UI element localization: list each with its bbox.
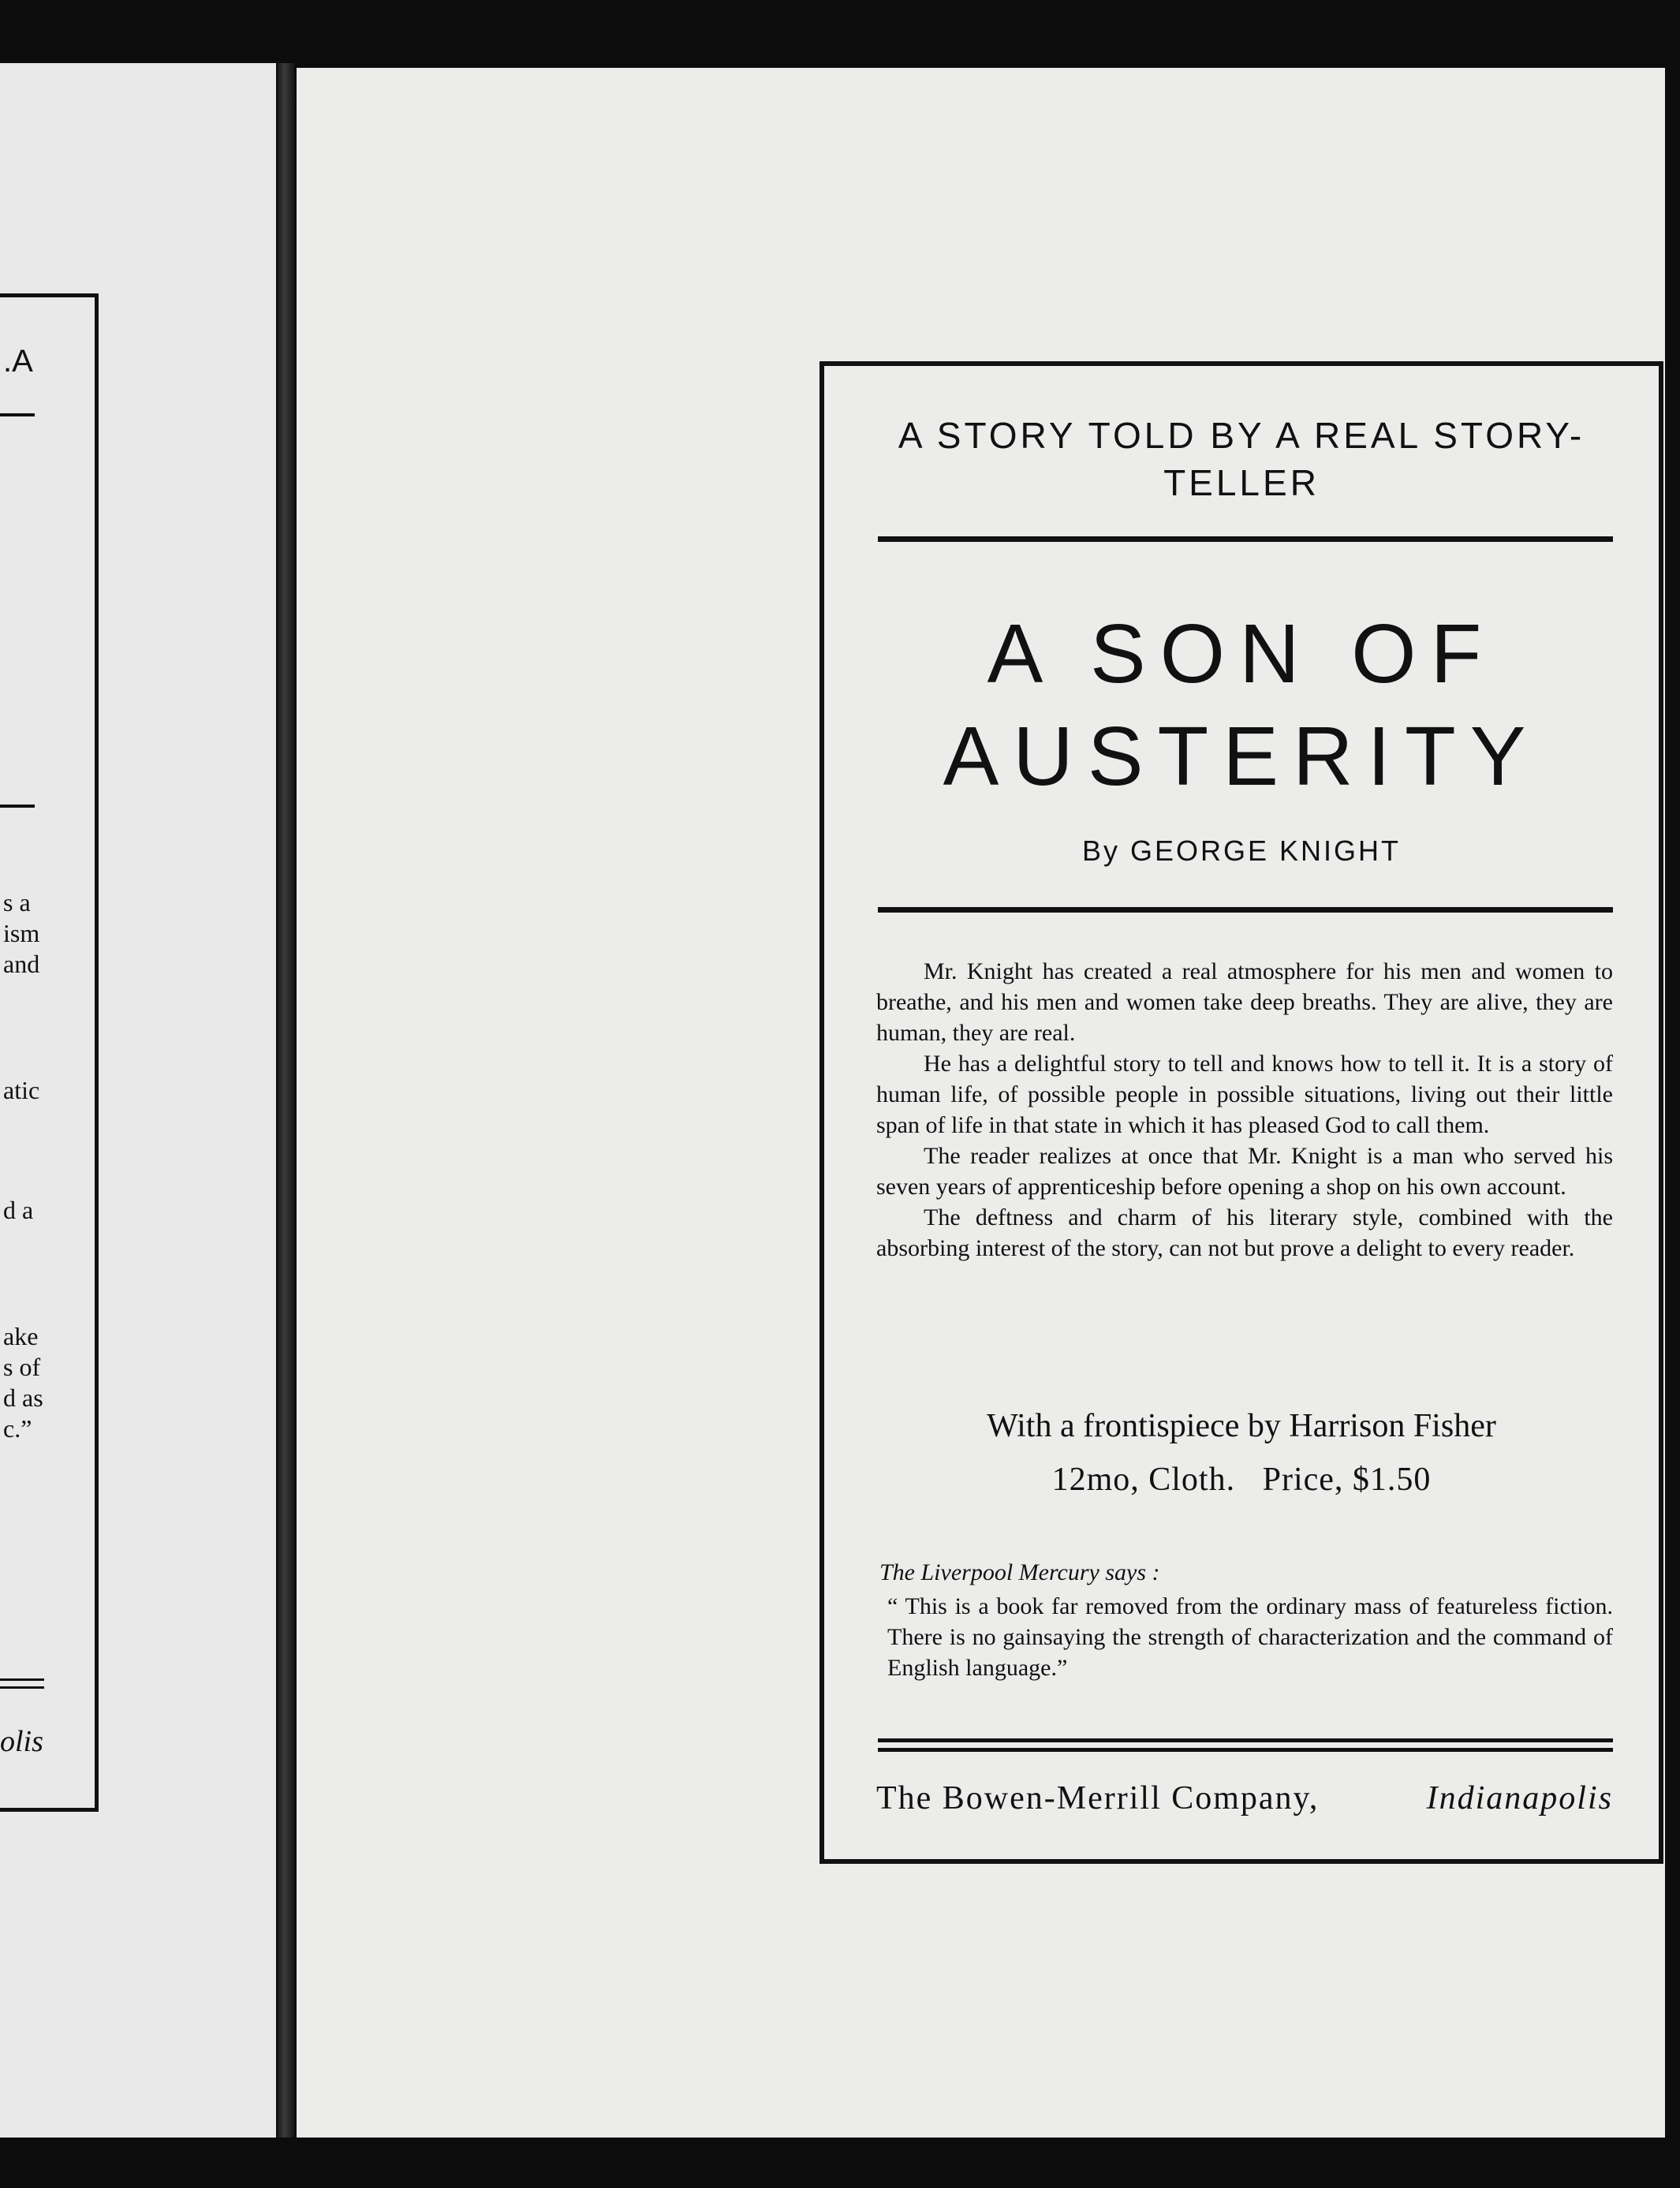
tagline-line-2: TELLER [1163,462,1320,503]
paragraph: He has a delightful story to tell and knows how to tell it. It is a story of human life, of possible people in possible situations, living out their little span of life in that state in which it has pleased God to call them. [876,1051,1613,1138]
right-page [297,68,1665,2138]
tagline-line-1: A STORY TOLD BY A REAL STORY- [898,415,1585,456]
title-line-2: AUSTERITY [943,710,1540,803]
advertisement-box [819,361,1663,1864]
paragraph: The deftness and charm of his literary style, combined with the absorbing interest of the story, can not but prove a delight to every reader. [876,1204,1613,1261]
byline: By GEORGE KNIGHT [1081,835,1402,867]
left-fragment: d a [3,1196,34,1224]
book-spine [278,63,295,2138]
review-quote: “ This is a book far removed from the ordinary mass of featureless fiction. There is no gainsaying the strength of characterization and the command of English language.” [887,1593,1613,1681]
tagline [824,412,1659,506]
left-fragment: s of [3,1353,41,1381]
middle-rule [878,907,1613,913]
left-fragment: ake [3,1322,39,1350]
left-rule [0,1678,44,1681]
left-page [0,63,276,2138]
description [876,956,1613,1264]
frontispiece-note: With a frontispiece by Harrison Fisher [987,1408,1496,1444]
publisher-line [876,1779,1613,1817]
bottom-rule-2 [878,1748,1613,1752]
paragraph: The reader realizes at once that Mr. Knight is a man who served his seven years of apprenticeship before opening a shop on his own account. [876,1143,1613,1200]
top-rule [878,536,1613,542]
left-fragment: olis [0,1725,43,1758]
left-fragment: and [3,950,40,978]
left-fragment: d as [3,1383,43,1412]
left-fragment: c.” [3,1414,32,1443]
left-fragment: s a [3,888,31,917]
review-source: The Liverpool Mercury says : [879,1559,1160,1585]
paragraph: Mr. Knight has created a real atmosphere for his men and women to breathe, and his men and women take deep breaths. They are alive, they are human, they are real. [876,958,1613,1046]
left-ad-border [0,293,99,1812]
book-title [824,603,1659,808]
publisher-city: Indianapolis [1426,1780,1613,1816]
left-rule [0,413,35,416]
left-rule [0,805,35,808]
price-line: 12mo, Cloth. Price, $1.50 [1051,1462,1432,1498]
publisher-name: The Bowen-Merrill Company, [876,1780,1320,1816]
left-fragment: .A [3,344,33,379]
title-line-1: A SON OF [987,607,1496,700]
left-fragment: ism [3,919,40,947]
left-rule [0,1686,44,1689]
left-fragment: atic [3,1076,40,1104]
bottom-rule-1 [878,1738,1613,1742]
